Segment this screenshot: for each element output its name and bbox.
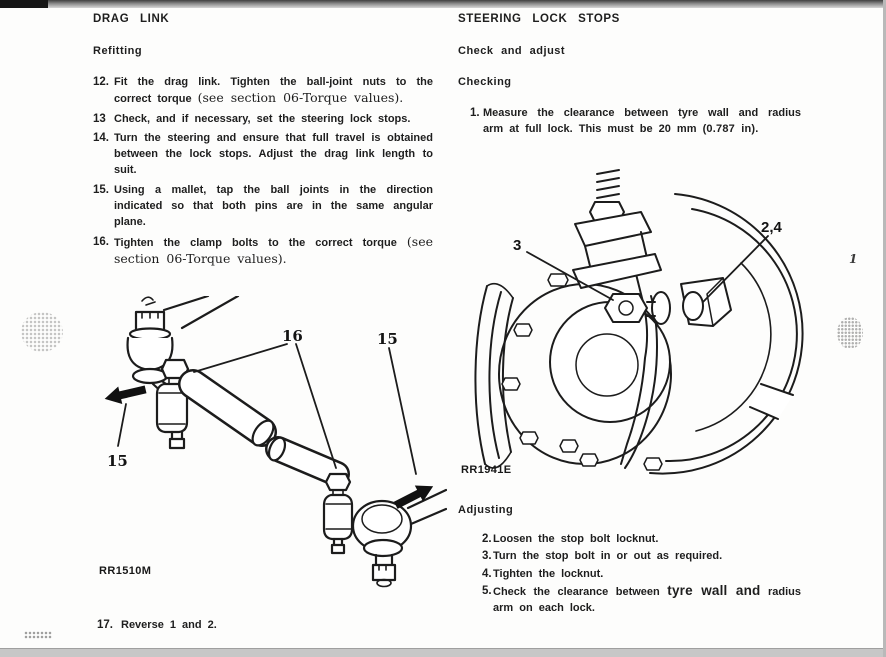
drum-arc bbox=[503, 298, 513, 452]
step-text-part: Loosen the stop bolt locknut. bbox=[493, 533, 659, 545]
right-title: STEERING LOCK STOPS bbox=[458, 13, 620, 25]
drop-arm-line bbox=[164, 296, 208, 310]
drag-link-tube bbox=[278, 449, 337, 474]
spring-coil bbox=[597, 170, 619, 198]
step-text-part: Using a mallet, tap the ball joints in the direction indicated so that both pins are in the same angular plane. bbox=[114, 183, 433, 229]
checking-steps bbox=[458, 105, 801, 138]
flange-bolt bbox=[514, 324, 532, 336]
drum-arc bbox=[475, 286, 487, 464]
checking-heading: Checking bbox=[458, 76, 512, 88]
step-1 bbox=[470, 105, 801, 138]
step-text bbox=[493, 548, 801, 564]
adjusting-section bbox=[458, 504, 801, 617]
step-number: 3. bbox=[482, 550, 492, 563]
small-bolt bbox=[644, 458, 662, 470]
clamp-body bbox=[324, 495, 352, 539]
callout-16: 16 bbox=[282, 327, 303, 345]
step-text bbox=[114, 130, 433, 179]
step-number: 14. bbox=[93, 131, 109, 144]
callout-leader bbox=[194, 344, 287, 372]
adjusting-steps bbox=[458, 531, 801, 616]
callout-leader bbox=[703, 236, 768, 302]
step-4 bbox=[482, 566, 801, 582]
scan-edge-top bbox=[0, 0, 886, 8]
step-text-part: Tighten the locknut. bbox=[493, 567, 604, 580]
flange-bolt bbox=[520, 432, 538, 444]
ball-joint-boot bbox=[364, 540, 402, 556]
step-5 bbox=[482, 583, 801, 617]
step-number: 16. bbox=[93, 235, 109, 248]
refitting-heading: Refitting bbox=[93, 45, 143, 57]
step-number: 12. bbox=[93, 76, 109, 88]
step-text-measure: (0.787 in). bbox=[702, 123, 759, 136]
lock-stop-drawing bbox=[455, 166, 817, 484]
step-number: 1. bbox=[470, 107, 480, 119]
left-title: DRAG LINK bbox=[93, 13, 170, 25]
step-17 bbox=[97, 619, 217, 631]
scan-smudge-right bbox=[837, 317, 863, 349]
step-text-part: Turn the stop bolt in or out as required. bbox=[493, 550, 723, 563]
step-text-part: Check the clearance between bbox=[493, 585, 668, 598]
step-text-part: Measure the clearance between tyre wall and radius arm at full lock. This must be 20 mm bbox=[483, 107, 801, 136]
washer bbox=[130, 329, 170, 340]
step-text bbox=[114, 74, 433, 108]
step-number: 2. bbox=[482, 533, 492, 545]
step-text-part: Check, and if necessary, set the steering lock stops. bbox=[114, 112, 411, 125]
step-number: 4. bbox=[482, 567, 492, 580]
small-bolt bbox=[548, 274, 568, 286]
step-12 bbox=[93, 74, 433, 108]
scan-edge-bottom bbox=[0, 648, 886, 657]
split-pin bbox=[142, 297, 155, 305]
bracket-plate bbox=[573, 254, 661, 288]
callout-15-left: 15 bbox=[107, 452, 128, 470]
scan-edge-top-dark bbox=[0, 0, 48, 8]
step-text-emphasis: tyre wall and bbox=[667, 582, 761, 598]
callout-2-4: 2,4 bbox=[761, 219, 782, 236]
lock-stop-figure bbox=[455, 166, 817, 484]
step-2 bbox=[482, 531, 801, 547]
step-text: Reverse 1 and 2. bbox=[121, 619, 217, 631]
check-and-adjust-heading: Check and adjust bbox=[458, 45, 566, 57]
step-text bbox=[483, 105, 801, 138]
step-number: 15. bbox=[93, 183, 109, 196]
step-14 bbox=[93, 130, 433, 179]
stop-pad bbox=[683, 292, 703, 320]
clamp-nut bbox=[332, 539, 344, 553]
refitting-steps bbox=[93, 74, 433, 268]
clamp-bolt-head bbox=[326, 474, 350, 490]
left-column bbox=[93, 13, 433, 271]
step-text-part: radius arm on each lock. bbox=[493, 585, 801, 615]
small-bolt bbox=[580, 454, 598, 466]
scan-smudge-bottom-left bbox=[24, 631, 52, 639]
drag-link-figure bbox=[90, 296, 447, 592]
step-text bbox=[114, 182, 433, 231]
castle-nut bbox=[373, 565, 395, 580]
step-number: 13 bbox=[93, 112, 106, 125]
tap-direction-arrow-left bbox=[103, 381, 148, 408]
step-3 bbox=[482, 548, 801, 564]
figure-label-rr1941e: RR1941E bbox=[461, 464, 512, 476]
callout-3: 3 bbox=[513, 237, 522, 254]
step-text bbox=[493, 566, 801, 582]
step-text-torque-ref: (see section 06-Torque values). bbox=[197, 90, 404, 106]
scan-smudge-left bbox=[21, 312, 63, 352]
step-15 bbox=[93, 182, 433, 231]
figure-label-rr1510m: RR1510M bbox=[99, 565, 152, 577]
step-text bbox=[493, 583, 801, 617]
step-number: 5. bbox=[482, 584, 492, 597]
small-bolt bbox=[560, 440, 578, 452]
callout-15-right: 15 bbox=[377, 330, 398, 348]
flange-inner-arc bbox=[666, 209, 797, 461]
step-text bbox=[114, 111, 433, 127]
step-text bbox=[114, 234, 433, 269]
callout-leader bbox=[118, 404, 126, 446]
locknut bbox=[652, 292, 670, 324]
step-text-part: Tighten the clamp bolts to the correct torque bbox=[114, 236, 407, 249]
clamp-nut bbox=[170, 432, 184, 448]
tap-direction-arrow-right bbox=[392, 478, 438, 513]
step-text-torque-ref: (see section 06-Torque values). bbox=[114, 233, 433, 266]
step-text bbox=[493, 531, 801, 547]
flange-bolt bbox=[502, 378, 520, 390]
flange-notch-mask bbox=[750, 384, 793, 419]
margin-mark: 1 bbox=[849, 252, 858, 266]
step-13 bbox=[93, 111, 433, 127]
step-text-part: Turn the steering and ensure that full travel is obtained between the lock stops. Adjust the drag link length to suit. bbox=[114, 131, 433, 177]
step-number: 17. bbox=[97, 619, 113, 631]
right-column bbox=[458, 13, 801, 141]
drag-link-drawing bbox=[90, 296, 447, 592]
adjusting-heading: Adjusting bbox=[458, 504, 514, 516]
step-16 bbox=[93, 234, 433, 269]
step-text-part: Fit the drag link. Tighten the ball-joint nuts to the correct torque bbox=[114, 76, 433, 106]
callout-leader bbox=[389, 348, 416, 474]
bracket-plate bbox=[575, 212, 651, 246]
swivel-face bbox=[550, 302, 670, 422]
